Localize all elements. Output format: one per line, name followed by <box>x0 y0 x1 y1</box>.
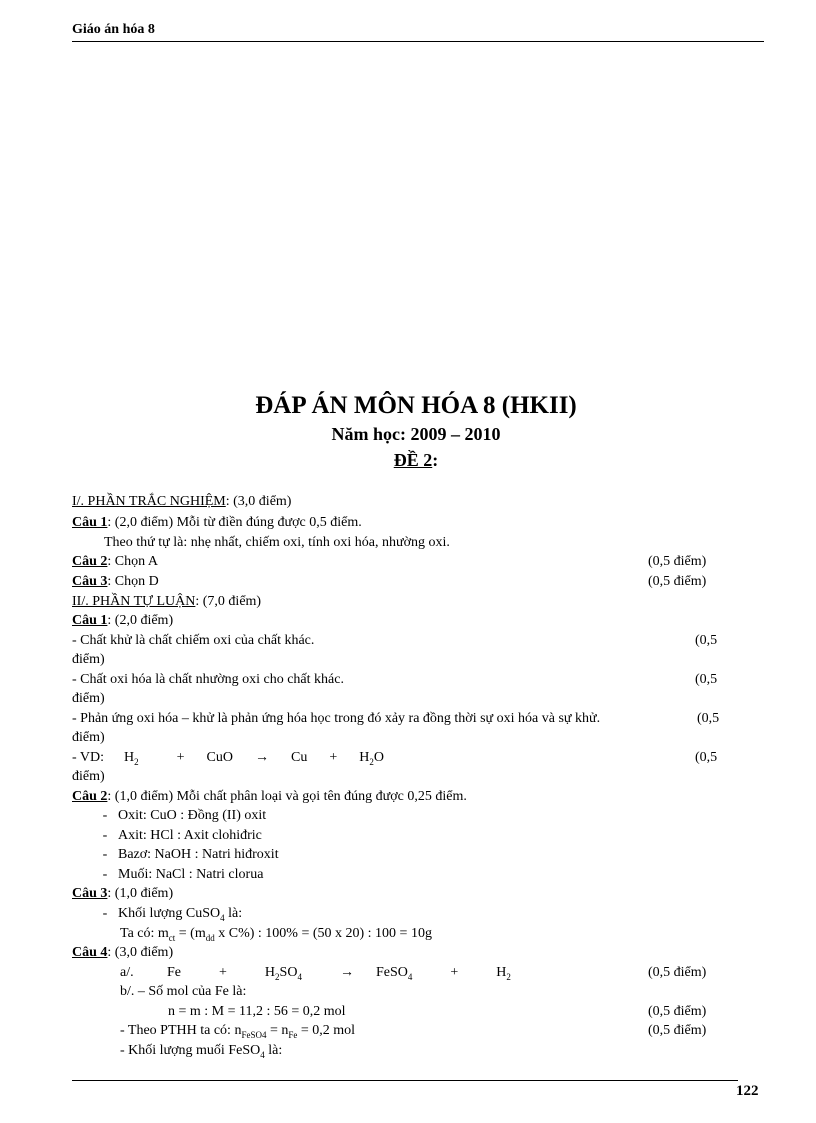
reaction-arrow-icon: → <box>339 965 354 980</box>
section-2-heading: II/. PHẦN TỰ LUẬN: (7,0 điểm) <box>72 594 262 609</box>
mc-question-1-detail: Theo thứ tự là: nhẹ nhất, chiếm oxi, tính oxi hóa, nhường oxi. <box>104 535 450 550</box>
essay-3-calculation: Ta có: $m_{ct} = (m_{dd}$ x C%) : 100% = (50 x 20) : 100 = 10g <box>120 926 432 943</box>
header-rule <box>72 41 764 42</box>
essay-1-line-2: - Chất oxi hóa là chất nhường oxi cho chất khác. <box>72 672 344 687</box>
essay-question-1: Câu 1: (2,0 điểm) <box>72 613 174 628</box>
essay-1-line-1-points: (0,5 <box>695 633 718 648</box>
essay-question-3: Câu 3: (1,0 điểm) <box>72 886 174 901</box>
essay-4-ratio: - Theo PTHH ta có: $n_{FeSO4} = n_{Fe} = 0,2$ mol <box>120 1023 356 1040</box>
list-item: - Muối: NaCl : Natri clorua <box>102 867 264 882</box>
essay-4-part-a: a/. <box>120 965 134 980</box>
header-title: Giáo án hóa 8 <box>72 22 155 37</box>
essay-1-example-label: - VD: <box>72 750 105 765</box>
mc-question-1: Câu 1: (2,0 điểm) Mỗi từ điền đúng được 0,5 điểm. <box>72 515 362 530</box>
essay-1-example-points-wrap: điểm) <box>72 769 105 784</box>
essay-1-example-points: (0,5 <box>695 750 718 765</box>
essay-4-part-b: b/. – Số mol của Fe là: <box>120 984 247 999</box>
essay-1-line-3-points-wrap: điểm) <box>72 730 105 745</box>
essay-4-moles: n = m : M = 11,2 : 56 = 0,2 mol <box>168 1004 346 1019</box>
essay-1-line-2-points-wrap: điểm) <box>72 691 105 706</box>
essay-4-equation-points: (0,5 điểm) <box>648 965 707 980</box>
essay-4-ratio-points: (0,5 điểm) <box>648 1023 707 1038</box>
essay-1-line-2-points: (0,5 <box>695 672 718 687</box>
school-year: Năm học: 2009 – 2010 <box>331 424 501 444</box>
mc-question-2: Câu 2: Chọn A <box>72 554 158 569</box>
mc-question-3-points: (0,5 điểm) <box>648 574 707 589</box>
essay-1-line-1-points-wrap: điểm) <box>72 652 105 667</box>
list-item: - Khối lượng CuSO$_4$ là: <box>102 906 243 923</box>
answer-key-title: ĐÁP ÁN MÔN HÓA 8 (HKII) <box>255 392 577 419</box>
mc-question-2-points: (0,5 điểm) <box>648 554 707 569</box>
essay-1-line-3: - Phản ứng oxi hóa – khử là phản ứng hóa học trong đó xảy ra đồng thời sự oxi hóa và sự khử. <box>72 711 601 726</box>
list-item: - Oxit: CuO : Đồng (II) oxit <box>102 808 267 823</box>
page-number: 122 <box>736 1083 759 1099</box>
essay-4-mass: - Khối lượng muối FeSO$_4$ là: <box>120 1043 283 1060</box>
essay-1-line-1: - Chất khử là chất chiếm oxi của chất khác. <box>72 633 315 648</box>
essay-question-4: Câu 4: (3,0 điểm) <box>72 945 174 960</box>
essay-4-equation: $Fe + H_2SO_4$ → FeSO$_4$ + $H_2$ <box>167 965 511 982</box>
essay-4-moles-points: (0,5 điểm) <box>648 1004 707 1019</box>
list-item: - Bazơ: NaOH : Natri hiđroxit <box>102 847 279 862</box>
reaction-arrow-icon: → <box>254 750 269 765</box>
footer-rule <box>72 1080 738 1081</box>
section-1-heading: I/. PHẦN TRẮC NGHIỆM: (3,0 điểm) <box>72 494 292 509</box>
exam-number: ĐỀ 2: <box>393 450 439 470</box>
essay-1-line-3-points: (0,5 <box>697 711 720 726</box>
mc-question-3: Câu 3: Chọn D <box>72 574 159 589</box>
essay-1-example-equation: $H_2$ + CuO → $Cu + H_2O$ <box>124 750 384 767</box>
list-item: - Axit: HCl : Axit clohiđric <box>102 828 262 843</box>
essay-question-2: Câu 2: (1,0 điểm) Mỗi chất phân loại và gọi tên đúng được 0,25 điểm. <box>72 789 467 804</box>
